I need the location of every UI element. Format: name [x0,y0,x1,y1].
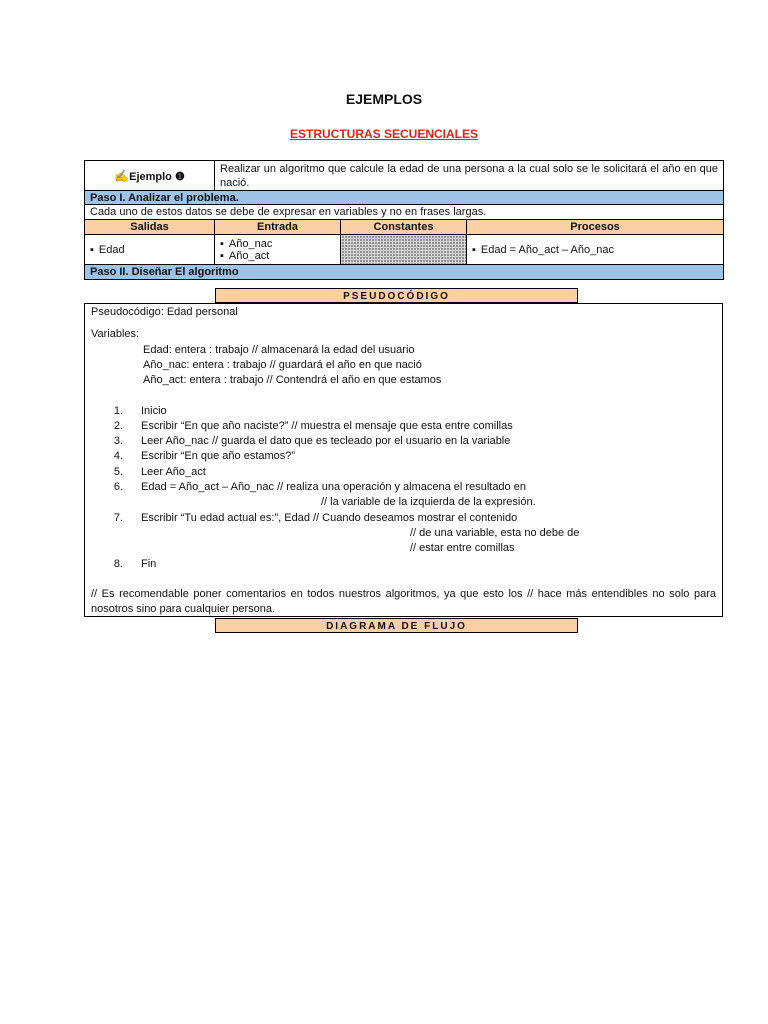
paso2-header: Paso II. Diseñar El algoritmo [85,265,724,280]
paso1-note: Cada uno de estos datos se debe de expresar en variables y no en frases largas. [85,205,724,220]
step-number: 4. [113,450,123,462]
problem-table [84,160,724,280]
pseudocode-box [84,303,723,617]
col-entrada: Entrada [215,220,341,235]
pseudocode-name: Pseudocódigo: Edad personal [91,306,238,318]
col-salidas: Salidas [85,220,215,235]
section-subtitle: ESTRUCTURAS SECUENCIALES [289,127,478,141]
example-number-icon: ❶ [174,170,185,183]
col-procesos: Procesos [467,220,724,235]
step-number: 5. [113,466,123,478]
variable-line: Edad: entera : trabajo // almacenará la edad del usuario [143,344,415,356]
example-description: Realizar un algoritmo que calcule la edad de una persona a la cual solo se le solicitará el año en que nació. [215,161,724,191]
step-text: Fin [141,558,157,570]
step-text: Escribir “En que año naciste?” // muestra el mensaje que esta entre comillas [141,420,513,432]
footer-comment: // Es recomendable poner comentarios en todos nuestros algoritmos, ya que esto los // hace más entendibles no solo para nosotros sino para cualquier persona. [91,588,716,615]
pseudocode-banner: PSEUDOCÓDIGO [215,288,578,303]
step-continuation: // estar entre comillas [410,542,515,554]
step-text: Escribir “Tu edad actual es:”, Edad // Cuando deseamos mostrar el contenido [141,512,518,524]
step-number: 3. [113,435,123,447]
col-constantes: Constantes [341,220,467,235]
step-number: 6. [113,481,123,493]
flowchart-banner: DIAGRAMA DE FLUJO [215,618,578,633]
salida-item: ▪ Edad [90,244,209,256]
step-text: Leer Año_nac // guarda el dato que es tecleado por el usuario en la variable [141,435,511,447]
step-number: 8. [113,558,123,570]
procesos-cell [467,235,724,265]
variable-line: Año_nac: entera : trabajo // guardará el año en que nació [143,359,422,371]
step-continuation: // la variable de la izquierda de la expresión. [321,496,536,508]
example-label-cell [85,161,215,191]
variable-line: Año_act: entera : trabajo // Contendrá el año en que estamos [143,374,442,386]
step-continuation: // de una variable, esta no debe de [410,527,580,539]
step-text: Inicio [141,405,167,417]
step-number: 2. [113,420,123,432]
step-number: 1. [113,405,123,417]
constantes-cell [341,235,467,265]
step-text: Leer Año_act [141,466,206,478]
entrada-item: ▪ Año_nac [220,238,335,250]
entrada-cell [215,235,341,265]
step-text: Edad = Año_act – Año_nac // realiza una operación y almacena el resultado en [141,481,526,493]
step-text: Escribir “En que año estamos?” [141,450,296,462]
proceso-item: ▪ Edad = Año_act – Año_nac [472,244,718,256]
step-number: 7. [113,512,123,524]
writing-hand-icon: ✍ [114,168,130,183]
entrada-item: ▪ Año_act [220,250,335,262]
example-label: Ejemplo [129,170,172,183]
salidas-cell [85,235,215,265]
variables-label: Variables: [91,328,140,340]
example-row [85,161,724,191]
page-title: EJEMPLOS [345,91,423,107]
paso1-header: Paso I. Analizar el problema. [85,191,724,205]
